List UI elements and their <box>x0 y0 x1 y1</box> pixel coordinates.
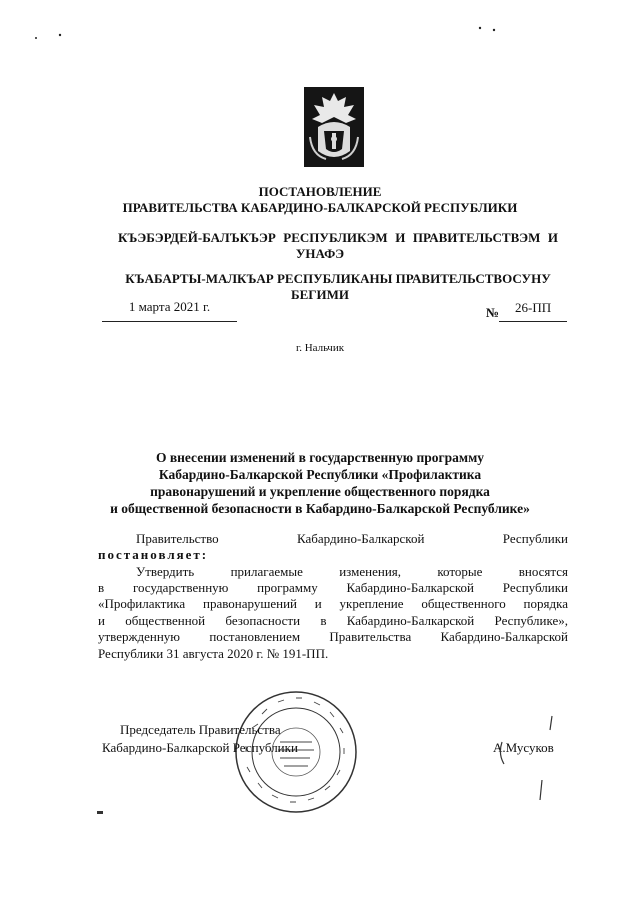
number-underline <box>499 321 567 322</box>
title-line: и общественной безопасности в Кабардино-Балкарской Республике» <box>110 501 530 516</box>
intro-word: Правительство <box>136 531 219 546</box>
signatory-name: А.Мусуков <box>493 740 554 755</box>
intro-line <box>98 531 568 547</box>
document-number: 26-ПП <box>515 300 552 315</box>
header-title: ПОСТАНОВЛЕНИЕ <box>258 184 382 199</box>
document-title <box>0 449 640 517</box>
header-government: ПРАВИТЕЛЬСТВА КАБАРДИНО-БАЛКАРСКОЙ РЕСПУБЛИКИ <box>122 200 518 215</box>
signatory-position-line1: Председатель Правительства <box>120 722 281 737</box>
coat-of-arms-emblem <box>304 87 364 167</box>
paragraph-line: и общественной безопасности в Кабардино-Балкарской Республике», <box>98 613 568 628</box>
paragraph-line: Республики 31 августа 2020 г. № 191-ПП. <box>98 646 329 661</box>
header-balkar-line2: БЕГИМИ <box>290 287 350 302</box>
paragraph-line: в государственную программу Кабардино-Балкарской Республики <box>98 580 568 595</box>
intro-word: Республики <box>502 531 568 546</box>
header-kabardian-line1: КЪЭБЭРДЕЙ-БАЛЪКЪЭР РЕСПУБЛИКЭМ И ПРАВИТЕЛЬСТВЭМ И <box>118 230 558 245</box>
date-underline <box>102 321 237 322</box>
title-line: Кабардино-Балкарской Республики «Профилактика <box>158 467 482 482</box>
title-line: правонарушений и укрепление общественного порядка <box>150 484 490 499</box>
paragraph-line: «Профилактика правонарушений и укрепление общественного порядка <box>98 596 568 611</box>
city: г. Нальчик <box>295 342 345 354</box>
document-date: 1 марта 2021 г. <box>128 299 211 314</box>
decree-word: постановляет: <box>98 547 209 562</box>
paragraph-line: Утвердить прилагаемые изменения, которые вносятся <box>136 564 568 579</box>
header-balkar-line1: КЪАБАРТЫ-МАЛКЪАР РЕСПУБЛИКАНЫ ПРАВИТЕЛЬСТВОСУНУ <box>125 271 551 286</box>
title-line: О внесении изменений в государственную программу <box>155 450 485 465</box>
handwritten-signature <box>488 708 568 804</box>
header-kabardian-line2: УНАФЭ <box>295 246 345 261</box>
number-sign: № <box>486 305 500 320</box>
intro-word: Кабардино-Балкарской <box>296 531 425 546</box>
paragraph-line: утвержденную постановлением Правительства Кабардино-Балкарской <box>98 629 568 644</box>
signatory-position-line2: Кабардино-Балкарской Республики <box>102 740 298 755</box>
